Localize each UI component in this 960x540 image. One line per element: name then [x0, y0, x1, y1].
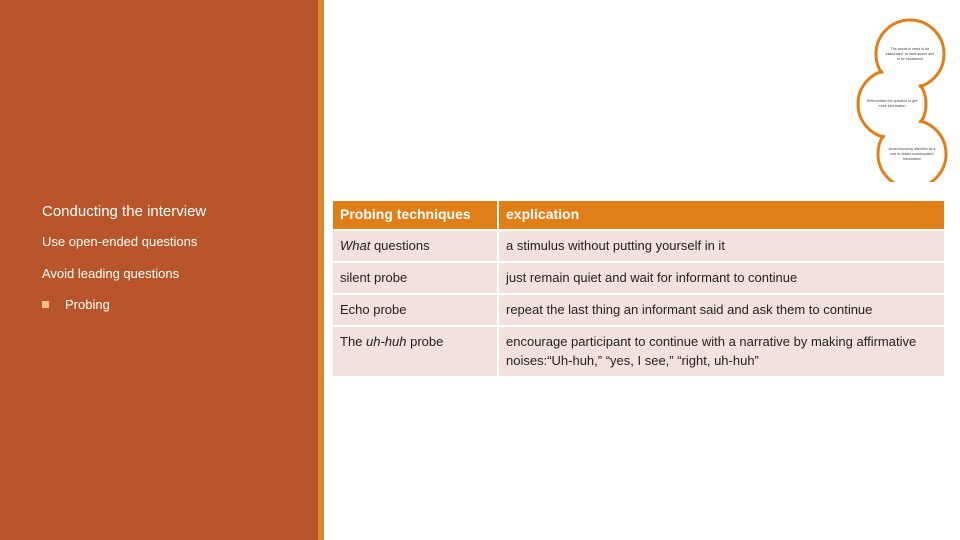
cycle-diagram — [850, 12, 960, 182]
bullet-probing — [42, 297, 110, 312]
cycle-node: The words in need to be elaborated, to have sound and to be broadened — [878, 22, 942, 86]
cycle-node: Avoid imposing attention as a tool to obtain unanticipated information — [880, 122, 944, 186]
technique-cell: silent probe — [332, 262, 498, 294]
table-row — [332, 262, 945, 294]
explication-cell: just remain quiet and wait for informant to continue — [498, 262, 945, 294]
accent-stripe — [318, 0, 324, 540]
bullet-square-icon — [42, 301, 49, 308]
slide-title: Conducting the interview — [42, 203, 207, 220]
probing-table — [331, 199, 946, 378]
bullet-leading: Avoid leading questions — [42, 266, 180, 281]
technique-cell: What questions — [332, 230, 498, 262]
cycle-node: Reformulate the question to get more information — [860, 72, 924, 136]
explication-cell: a stimulus without putting yourself in it — [498, 230, 945, 262]
table-header-row — [332, 200, 945, 230]
bullet-probing-label: Probing — [65, 297, 110, 312]
table-row — [332, 294, 945, 326]
technique-cell: Echo probe — [332, 294, 498, 326]
explication-cell: repeat the last thing an informant said and ask them to continue — [498, 294, 945, 326]
header-probing-techniques: Probing techniques — [332, 200, 498, 230]
table-row — [332, 326, 945, 377]
header-explication: explication — [498, 200, 945, 230]
table-row — [332, 230, 945, 262]
technique-cell: The uh-huh probe — [332, 326, 498, 377]
bullet-open-ended: Use open-ended questions — [42, 234, 198, 249]
explication-cell: encourage participant to continue with a narrative by making affirmative noises:“Uh-huh,” “yes, I see,” “right, uh-huh” — [498, 326, 945, 377]
